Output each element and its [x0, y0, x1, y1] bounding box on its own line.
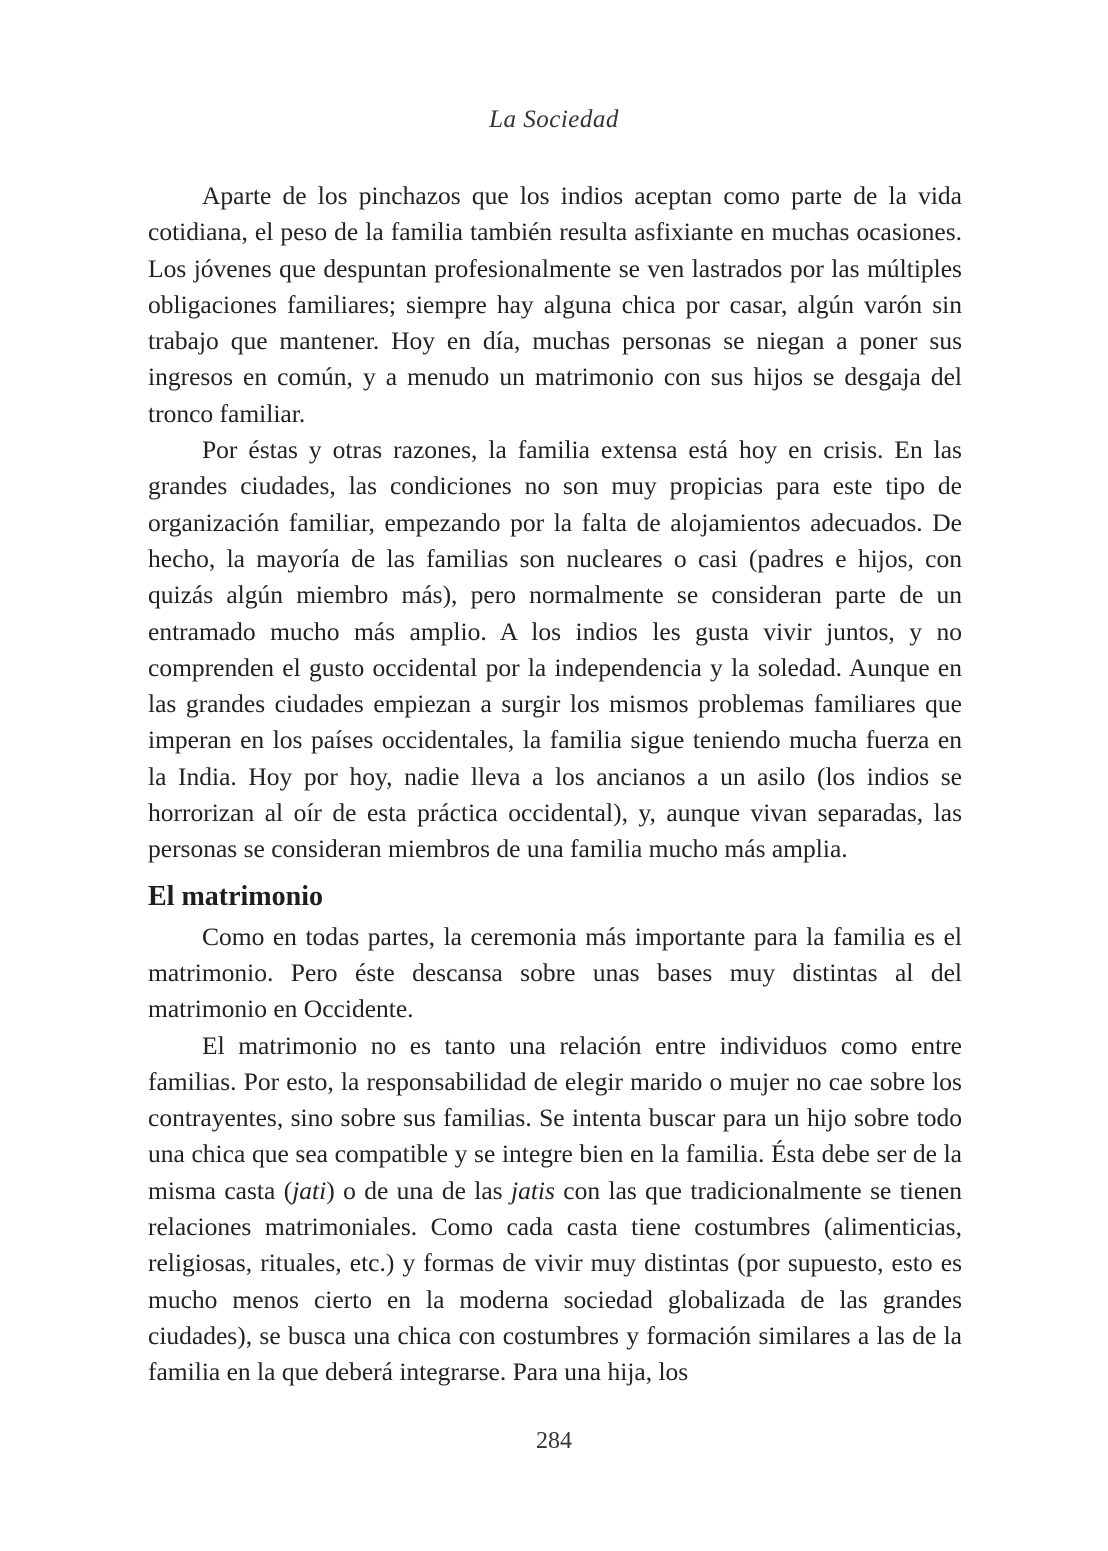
paragraph-text: con las que tradicionalmente se tienen relaciones matrimoniales. Como cada casta tiene costumbres (alimenticias, religiosas, rituales, etc.) y formas de vivir muy distintas (por supuesto, esto es mucho menos cierto en la moderna sociedad globalizada de las grandes ciudades), se busca una chica con costumbres y formación similares a las de la familia en la que deberá integrarse. Para una hija, los [148, 1175, 963, 1387]
term-jatis: jatis [510, 1175, 555, 1205]
paragraph-text: El matrimonio no es tanto una relación entre individuos como entre familias. Por esto, la responsabilidad de elegir marido o mujer no cae sobre los contrayentes, sino sobre sus familias. Se intenta buscar para un hijo sobre todo una chica que sea compatible y se integre bien en la familia. Ésta debe ser de la misma casta ( [148, 1030, 962, 1205]
page-number: 284 [536, 1428, 572, 1454]
running-header: La Sociedad [489, 106, 619, 133]
paragraph-marriage-families [148, 1028, 962, 1391]
page-body [148, 178, 962, 1391]
paragraph-text: ) o de una de las [326, 1175, 511, 1205]
paragraph-family-burden: Aparte de los pinchazos que los indios aceptan como parte de la vida cotidiana, el peso de la familia también resulta asfixiante en muchas ocasiones. Los jóvenes que despuntan profesionalmente se ven lastrados por las múltiples obligaciones familiares; siempre hay alguna chica por casar, algún varón sin trabajo que mantener. Hoy en día, muchas personas se niegan a poner sus ingresos en común, y a menudo un matrimonio con sus hijos se desgaja del tronco familiar. [148, 181, 962, 428]
term-jati: jati [292, 1175, 327, 1205]
section-heading: El matrimonio [148, 880, 323, 912]
paragraph-marriage-intro: Como en todas partes, la ceremonia más importante para la familia es el matrimonio. Pero éste descansa sobre unas bases muy distintas al del matrimonio en Occidente. [148, 921, 962, 1024]
paragraph-extended-family-crisis: Por éstas y otras razones, la familia extensa está hoy en crisis. En las grandes ciudades, las condiciones no son muy propicias para este tipo de organización familiar, empezando por la falta de alojamientos adecuados. De hecho, la mayoría de las familias son nucleares o casi (padres e hijos, con quizás algún miembro más), pero normalmente se consideran parte de un entramado mucho más amplio. A los indios les gusta vivir juntos, y no comprenden el gusto occidental por la independencia y la soledad. Aunque en las grandes ciudades empiezan a surgir los mismos problemas familiares que imperan en los países occidentales, la familia sigue teniendo mucha fuerza en la India. Hoy por hoy, nadie lleva a los ancianos a un asilo (los indios se horrorizan al oír de esta práctica occidental), y, aunque vivan separadas, las personas se consideran miembros de una familia mucho más amplia. [148, 435, 962, 864]
